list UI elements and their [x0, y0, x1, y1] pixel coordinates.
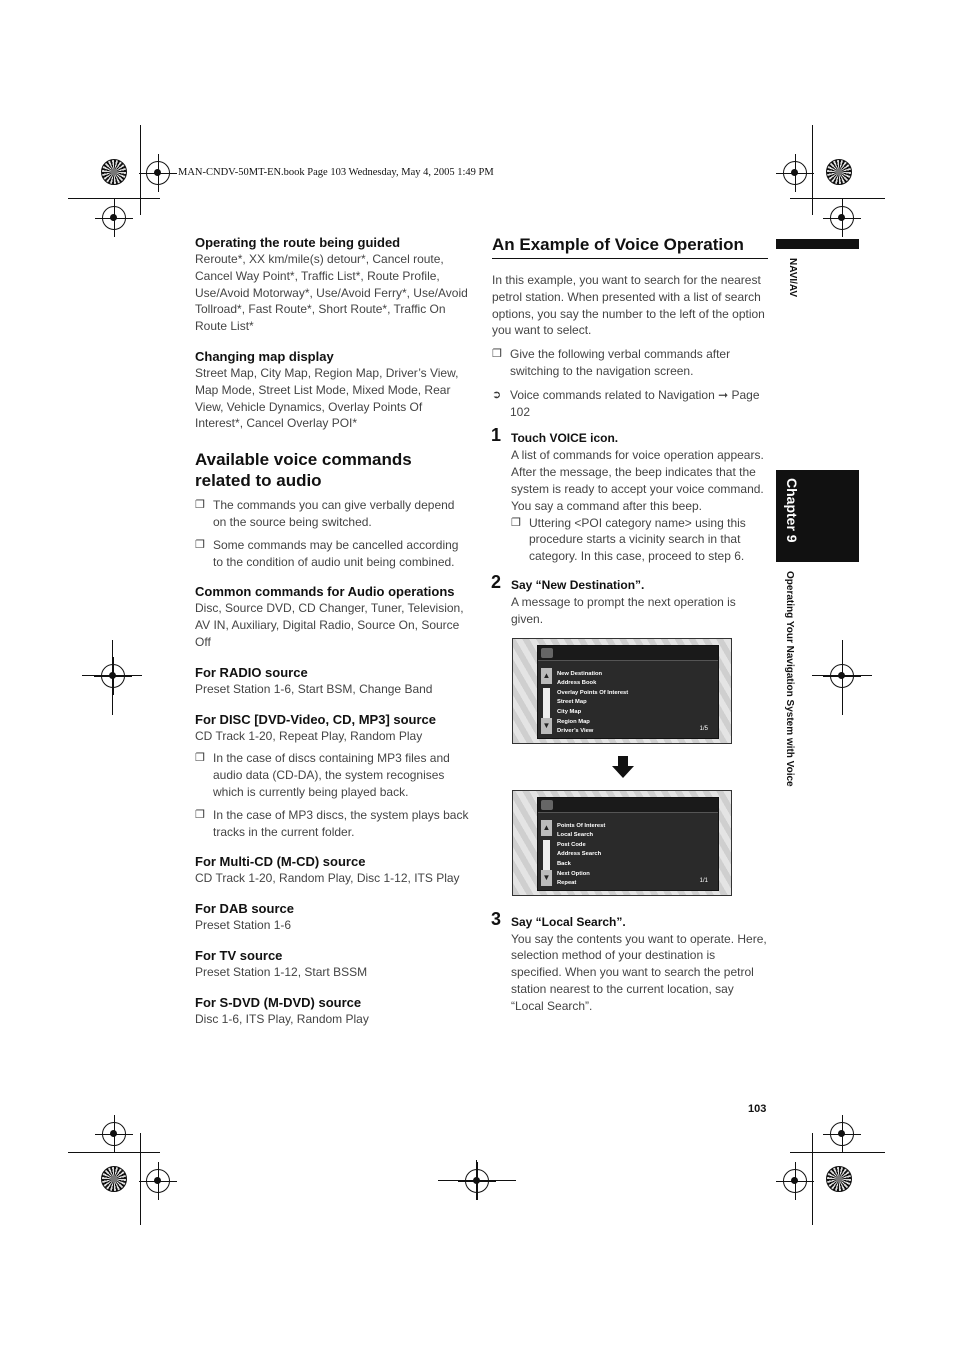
list-item[interactable]: Driver’s View — [557, 728, 594, 735]
scroll-up-icon[interactable]: ▲ — [541, 820, 552, 836]
step-text: You say the contents you want to operate. Here, selection method of your destination is specified. When you want to search the petrol station nearest to the current location, say “Local Search”. — [511, 931, 767, 1013]
registration-wheel-icon — [826, 1166, 852, 1192]
tv-text: Preset Station 1-12, Start BSSM — [195, 964, 368, 979]
page-indicator: 1/1 — [699, 877, 708, 884]
audio-heading: Available voice commands related to audio — [195, 450, 412, 491]
disc-note: ❐ In the case of MP3 discs, the system plays back tracks in the current folder. — [195, 807, 469, 839]
step-number: 1 — [491, 425, 502, 446]
command-list — [557, 670, 628, 737]
checkbox-bullet-icon: ❐ — [195, 752, 205, 765]
reference-note: ➲ Voice commands related to Navigation ➞ Page 102 — [492, 387, 760, 419]
intro-note: ❐ Give the following verbal commands after switching to the navigation screen. — [492, 347, 731, 378]
list-item[interactable]: Region Map — [557, 718, 590, 725]
step-number: 2 — [491, 571, 502, 592]
page-indicator: 1/5 — [699, 725, 708, 732]
audio-note: ❐ The commands you can give verbally depend on the source being switched. — [195, 498, 455, 529]
disc-note: ❐ In the case of discs containing MP3 files and audio data (CD-DA), the system recognises which is currently being played back. — [195, 751, 450, 799]
radio-title: For RADIO source — [195, 664, 308, 680]
section-tab-bar — [776, 239, 859, 249]
checkbox-bullet-icon: ❐ — [492, 348, 502, 361]
step-title: Say “New Destination”. — [511, 577, 645, 592]
list-item[interactable]: Street Map — [557, 699, 587, 706]
step-title: Say “Local Search”. — [511, 914, 626, 929]
scroll-down-icon[interactable]: ▼ — [541, 718, 552, 734]
checkbox-bullet-icon: ❐ — [195, 499, 205, 512]
radio-text: Preset Station 1-6, Start BSM, Change Band — [195, 681, 433, 696]
list-item[interactable]: Back — [557, 860, 571, 867]
list-item[interactable]: Repeat — [557, 880, 577, 887]
voice-logo-icon — [541, 648, 553, 658]
disc-title: For DISC [DVD-Video, CD, MP3] source — [195, 711, 437, 727]
step-title: Touch VOICE icon. — [511, 431, 619, 446]
voice-operation-heading: An Example of Voice Operation — [492, 235, 744, 254]
chapter-label: Chapter 9 — [784, 478, 800, 543]
checkbox-bullet-icon: ❐ — [511, 516, 521, 529]
map-title: Changing map display — [195, 348, 334, 364]
list-item[interactable]: Points Of Interest — [557, 822, 606, 829]
sdvd-title: For S-DVD (M-DVD) source — [195, 994, 362, 1010]
list-item[interactable]: Address Search — [557, 851, 602, 858]
common-text: Disc, Source DVD, CD Changer, Tuner, Television, AV IN, Auxiliary, Digital Radio, Source On, Source Off — [195, 601, 464, 649]
list-item[interactable]: Post Code — [557, 841, 586, 848]
command-list-panel — [537, 797, 719, 891]
command-list — [557, 822, 605, 889]
right-column — [492, 234, 768, 1015]
registration-target-icon — [102, 1122, 126, 1146]
mcd-title: For Multi-CD (M-CD) source — [195, 854, 366, 870]
scroll-down-icon[interactable]: ▼ — [541, 870, 552, 886]
left-column — [195, 234, 470, 1028]
dab-text: Preset Station 1-6 — [195, 918, 292, 933]
map-text: Street Map, City Map, Region Map, Driver’s View, Map Mode, Street List Mode, Mixed Mode, Rear View, Vehicle Dynamics, Overlay Points Of Interest*, Cancel Overlay POI* — [195, 365, 459, 431]
registration-target-icon — [830, 1122, 854, 1146]
tv-title: For TV source — [195, 947, 283, 963]
common-title: Common commands for Audio operations — [195, 584, 455, 600]
registration-target-icon — [146, 161, 170, 185]
voice-screen-local-search — [512, 790, 732, 896]
registration-target-icon — [146, 1169, 170, 1193]
route-text: Reroute*, XX km/mile(s) detour*, Cancel route, Cancel Way Point*, Traffic List*, Route Profile, Use/Avoid Motorway*, Use/Avoid Ferry*, Use/Avoid Tollroad*, Fast Route*, Short Route*, Traffic On Route List* — [195, 252, 468, 334]
checkbox-bullet-icon: ❐ — [195, 808, 205, 821]
step-text: A message to prompt the next operation is given. — [511, 594, 736, 626]
sdvd-text: Disc 1-6, ITS Play, Random Play — [195, 1011, 369, 1026]
scroll-up-icon[interactable]: ▲ — [541, 668, 552, 684]
list-item[interactable]: City Map — [557, 708, 582, 715]
command-list-panel — [537, 645, 719, 739]
list-item[interactable]: Local Search — [557, 832, 594, 839]
registration-wheel-icon — [826, 159, 852, 185]
disc-text: CD Track 1-20, Repeat Play, Random Play — [195, 728, 423, 743]
voice-screen-new-destination — [512, 638, 732, 744]
list-item[interactable]: Address Book — [557, 680, 597, 687]
section-label: NAVI/AV — [787, 258, 798, 298]
registration-wheel-icon — [101, 159, 127, 185]
list-item[interactable]: New Destination — [557, 670, 603, 677]
chapter-title: Operating Your Navigation System with Voice — [784, 571, 795, 787]
step-number: 3 — [491, 908, 502, 929]
registration-target-icon — [465, 1169, 489, 1193]
page-number: 103 — [748, 1103, 767, 1115]
step-1 — [491, 425, 768, 565]
list-item[interactable]: Next Option — [557, 870, 590, 877]
checkbox-bullet-icon: ❐ — [195, 538, 205, 551]
intro-text: In this example, you want to search for the nearest petrol station. When presented with a list of search options, you say the number to the left of the option you want to select. — [492, 273, 765, 338]
registration-target-icon — [102, 206, 126, 230]
step-3 — [491, 908, 768, 1015]
scrollbar[interactable] — [543, 688, 550, 718]
step-note: ❐ Uttering <POI category name> using this procedure starts a vicinity search in that category. In this case, proceed to step 6. — [511, 515, 746, 564]
registration-wheel-icon — [101, 1166, 127, 1192]
audio-note: ❐ Some commands may be cancelled according to the condition of audio unit being combined. — [195, 537, 459, 569]
registration-target-icon — [783, 161, 807, 185]
registration-target-icon — [830, 664, 854, 688]
registration-target-icon — [101, 664, 125, 688]
step-2 — [491, 571, 768, 628]
voice-logo-icon — [541, 800, 553, 810]
mcd-text: CD Track 1-20, Random Play, Disc 1-12, ITS Play — [195, 871, 460, 886]
print-header: MAN-CNDV-50MT-EN.book Page 103 Wednesday, May 4, 2005 1:49 PM — [178, 167, 494, 178]
list-item[interactable]: Overlay Points Of Interest — [557, 689, 629, 696]
registration-target-icon — [783, 1169, 807, 1193]
registration-target-icon — [830, 206, 854, 230]
route-title: Operating the route being guided — [195, 235, 401, 250]
scrollbar[interactable] — [543, 840, 550, 870]
dab-title: For DAB source — [195, 901, 294, 917]
reference-arrow-icon: ➲ — [492, 388, 502, 401]
down-arrow-icon — [612, 756, 634, 778]
step-text: A list of commands for voice operation appears. After the message, the beep indicates that the system is ready to accept your voice command. You say a command after this beep. — [511, 448, 764, 513]
